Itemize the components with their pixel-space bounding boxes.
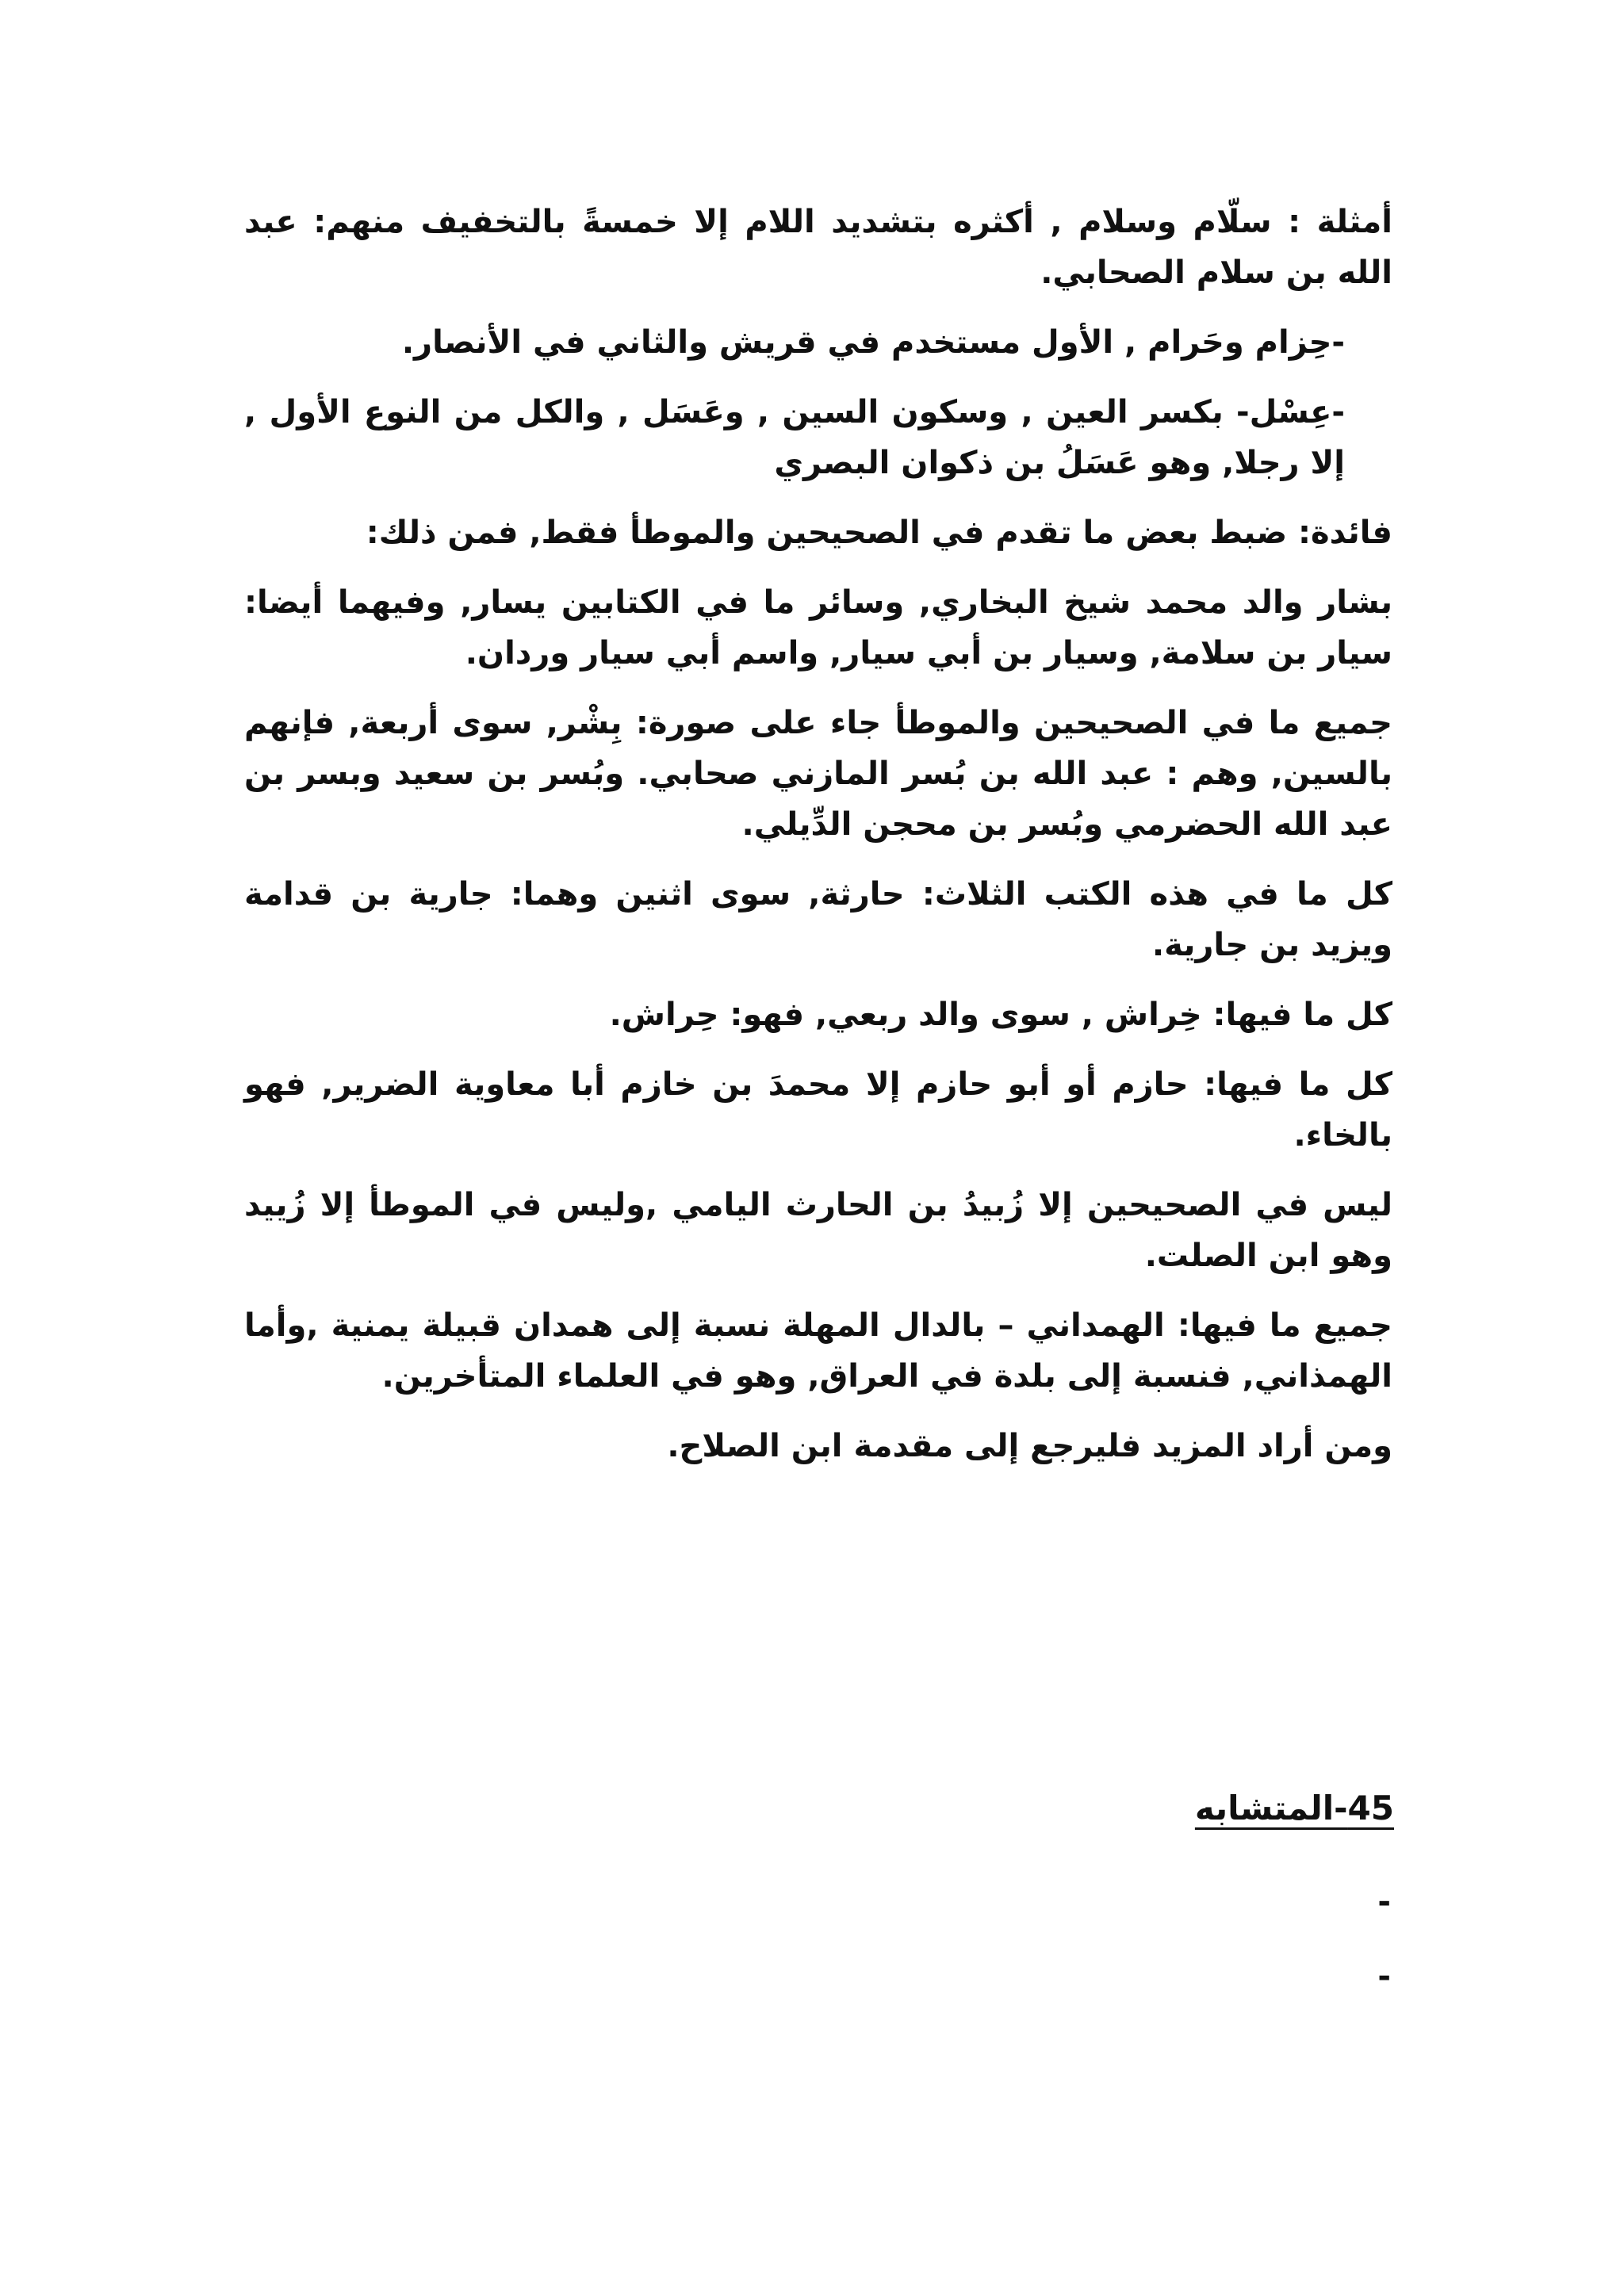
paragraph-more: ومن أراد المزيد فليرجع إلى مقدمة ابن الصلاح. bbox=[667, 1428, 1392, 1464]
paragraph-isl: -عِسْل- بكسر العين , وسكون السين , وعَسَل , والكل من النوع الأول , إلا رجلا, وهو عَسَلُ بن ذكوان البصري bbox=[244, 394, 1345, 481]
paragraph-bashar: بشار والد محمد شيخ البخاري, وسائر ما في الكتابين يسار, وفيهما أيضا: سيار بن سلامة, وسيار بن أبي سيار, واسم أبي سيار وردان. bbox=[244, 584, 1392, 672]
paragraph-haritha: كل ما في هذه الكتب الثلاث: حارثة, سوى اثنين وهما: جارية بن قدامة ويزيد بن جارية. bbox=[244, 876, 1392, 963]
paragraph-bishr: جميع ما في الصحيحين والموطأ جاء على صورة: بِشْر, سوى أربعة, فإنهم بالسين, وهم : عبد الله بن بُسر المازني صحابي. وبُسر بن سعيد وبسر بن عبد الله الحضرمي وبُسر بن محجن الدِّيلي. bbox=[244, 705, 1392, 843]
paragraph-khirash: كل ما فيها: خِراش , سوى والد ربعي, فهو: حِراش. bbox=[609, 997, 1392, 1033]
list-marker: - bbox=[1377, 1884, 1391, 1920]
paragraph-benefit: فائدة: ضبط بعض ما تقدم في الصحيحين والموطأ فقط, فمن ذلك: bbox=[366, 515, 1392, 551]
paragraph-examples: أمثلة : سلّام وسلام , أكثره بتشديد اللام إلا خمسةً بالتخفيف منهم: عبد الله بن سلام الصحابي. bbox=[244, 204, 1392, 291]
paragraph-hazim: كل ما فيها: حازم أو أبو حازم إلا محمدَ بن خازم أبا معاوية الضرير, فهو بالخاء. bbox=[244, 1066, 1392, 1154]
paragraph-hizam: -حِزام وحَرام , الأول مستخدم في قريش والثاني في الأنصار. bbox=[401, 324, 1345, 361]
list-marker: - bbox=[1377, 1958, 1391, 1995]
body-text bbox=[244, 197, 1392, 1490]
paragraph-zubayd: ليس في الصحيحين إلا زُبيدُ بن الحارث اليامي ,وليس في الموطأ إلا زُييد وهو ابن الصلت. bbox=[244, 1187, 1392, 1274]
paragraph-hamdani: جميع ما فيها: الهمداني – بالدال المهلة نسبة إلى همدان قبيلة يمنية ,وأما الهمذاني, فنسبة إلى بلدة في العراق, وهو في العلماء المتأخرين. bbox=[244, 1307, 1392, 1395]
section-heading: 45-المتشابه bbox=[1194, 1789, 1394, 1827]
